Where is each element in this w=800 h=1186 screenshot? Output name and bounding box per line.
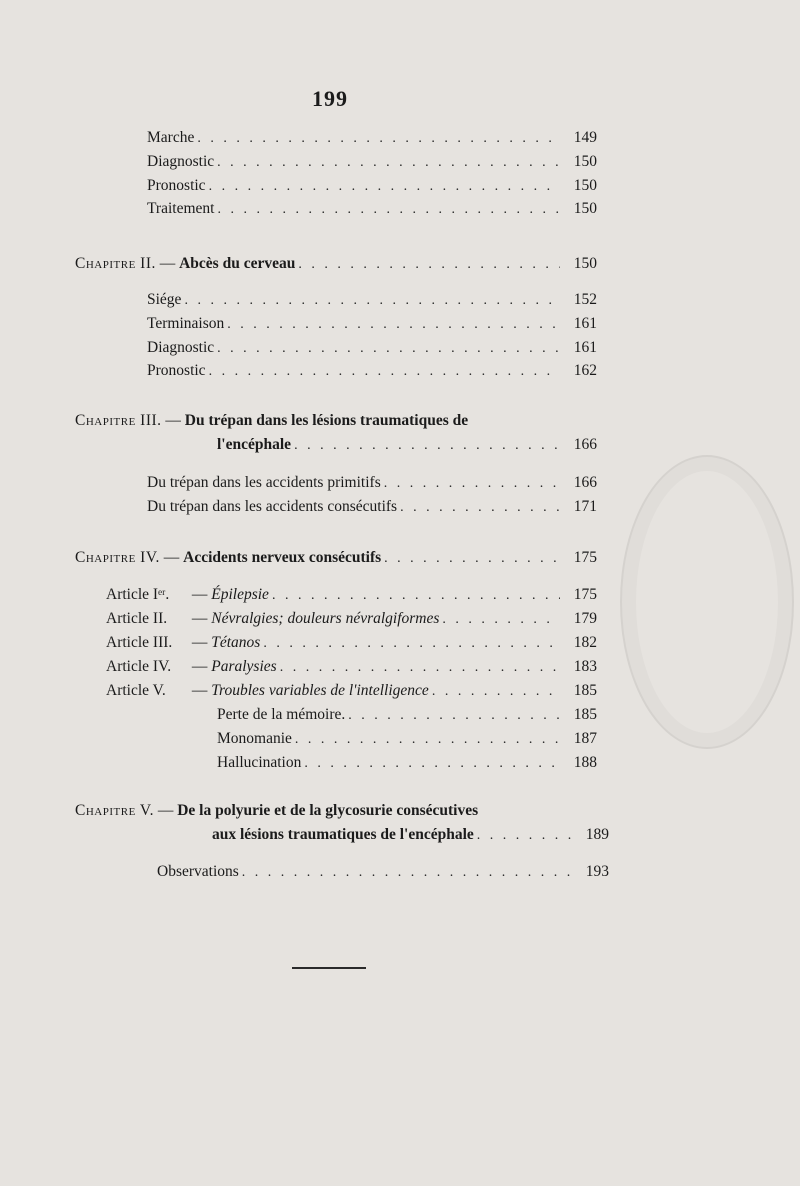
dot-leader	[384, 547, 560, 571]
article-title: Tétanos	[211, 634, 261, 651]
dot-leader	[242, 861, 572, 885]
toc-chapter-3-cont	[217, 433, 597, 457]
toc-subitem-memoire	[217, 703, 597, 727]
dot-leader	[217, 151, 560, 175]
dot-leader	[348, 704, 560, 728]
toc-entry-marche	[147, 126, 597, 150]
dot-leader	[432, 680, 560, 704]
dot-leader	[217, 337, 560, 361]
toc-subitem-hallucination	[217, 751, 597, 775]
toc-entry-diagnostic	[147, 150, 597, 174]
toc-entry-siege	[147, 288, 597, 312]
chapter-title-line1: De la polyurie et de la glycosurie consécutives	[177, 802, 479, 819]
article-label: Article III.	[106, 634, 173, 651]
toc-chapter-3-head	[75, 409, 468, 433]
dot-leader	[217, 198, 560, 222]
article-title: Paralysies	[211, 658, 277, 675]
toc-entry-pronostic-2	[147, 359, 597, 383]
entry-page: 187	[573, 730, 597, 747]
chapter-dash: —	[163, 549, 180, 566]
dot-leader	[298, 253, 560, 277]
toc-entry-trepan-consecutifs	[147, 495, 597, 519]
dot-leader	[209, 360, 560, 384]
toc-entry-observations	[157, 860, 609, 884]
entry-page: 189	[585, 826, 609, 843]
entry-page: 166	[573, 474, 597, 491]
page-number: 199	[312, 86, 348, 111]
dot-leader	[184, 289, 560, 313]
toc-entry-terminaison	[147, 312, 597, 336]
entry-page: 175	[573, 549, 597, 566]
entry-label: Diagnostic	[147, 153, 215, 170]
article-dash: —	[191, 682, 212, 699]
entry-label: Monomanie	[217, 730, 292, 747]
entry-page: 179	[573, 610, 597, 627]
dot-leader	[442, 608, 560, 632]
chapter-title-line2: aux lésions traumatiques de l'encéphale	[212, 826, 474, 843]
closing-rule	[292, 967, 366, 969]
entry-label: Siége	[147, 291, 182, 308]
entry-page: 150	[573, 177, 597, 194]
toc-article-3	[106, 631, 597, 655]
dot-leader	[400, 496, 560, 520]
dot-leader	[294, 434, 560, 458]
chapter-label: Chapitre III.	[75, 412, 162, 429]
entry-page: 185	[573, 682, 597, 699]
entry-label: Traitement	[147, 200, 215, 217]
entry-label: Marche	[147, 129, 195, 146]
dot-leader	[227, 313, 560, 337]
article-label: Article V.	[106, 682, 166, 699]
entry-page: 175	[573, 586, 597, 603]
toc-article-1	[106, 583, 597, 607]
entry-page: 152	[573, 291, 597, 308]
dot-leader	[263, 632, 560, 656]
toc-entry-diagnostic-2	[147, 336, 597, 360]
entry-page: 183	[573, 658, 597, 675]
article-title: Troubles variables de l'intelligence	[211, 682, 429, 699]
entry-page: 150	[573, 200, 597, 217]
chapter-label: Chapitre IV.	[75, 549, 160, 566]
entry-label: Pronostic	[147, 362, 206, 379]
dot-leader	[272, 584, 560, 608]
chapter-title-line1: Du trépan dans les lésions traumatiques de	[184, 412, 469, 429]
dot-leader	[280, 656, 560, 680]
entry-label: Diagnostic	[147, 339, 215, 356]
entry-label: Du trépan dans les accidents consécutifs	[147, 498, 398, 515]
article-label: Article II.	[106, 610, 168, 627]
entry-page: 150	[573, 153, 597, 170]
entry-page: 193	[585, 863, 609, 880]
toc-article-2	[106, 607, 597, 631]
toc-chapter-4	[75, 546, 597, 570]
entry-label: Hallucination	[217, 754, 302, 771]
entry-page: 161	[573, 315, 597, 332]
toc-subitem-monomanie	[217, 727, 597, 751]
library-stamp-ghost	[620, 455, 794, 749]
entry-page: 150	[573, 255, 597, 272]
toc-article-4	[106, 655, 597, 679]
article-dash: —	[191, 586, 212, 603]
chapter-dash: —	[165, 412, 181, 429]
article-dash: —	[191, 634, 212, 651]
dot-leader	[304, 752, 560, 776]
dot-leader	[197, 127, 560, 151]
chapter-dash: —	[157, 802, 174, 819]
chapter-title: Abcès du cerveau	[179, 255, 296, 272]
entry-page: 162	[573, 362, 597, 379]
chapter-label: Chapitre II.	[75, 255, 156, 272]
toc-chapter-5-head	[75, 799, 478, 823]
entry-page: 171	[573, 498, 597, 515]
entry-page: 161	[573, 339, 597, 356]
entry-page: 182	[573, 634, 597, 651]
chapter-title: Accidents nerveux consécutifs	[183, 549, 382, 566]
entry-label: Terminaison	[147, 315, 225, 332]
entry-label: Perte de la mémoire.	[217, 706, 346, 723]
chapter-title-line2: l'encéphale	[217, 436, 292, 453]
article-label: Article Iᵉʳ.	[106, 586, 170, 603]
chapter-label: Chapitre V.	[75, 802, 154, 819]
article-dash: —	[191, 610, 212, 627]
toc-entry-trepan-primitifs	[147, 471, 597, 495]
dot-leader	[295, 728, 560, 752]
entry-page: 185	[573, 706, 597, 723]
toc-entry-traitement	[147, 197, 597, 221]
toc-chapter-5-cont	[212, 823, 609, 847]
article-dash: —	[191, 658, 212, 675]
article-label: Article IV.	[106, 658, 172, 675]
dot-leader	[477, 824, 572, 848]
entry-page: 166	[573, 436, 597, 453]
article-title: Épilepsie	[211, 586, 269, 603]
article-title: Névralgies; douleurs névralgiformes	[211, 610, 440, 627]
toc-article-5	[106, 679, 597, 703]
entry-page: 149	[573, 129, 597, 146]
entry-label: Observations	[157, 863, 239, 880]
entry-page: 188	[573, 754, 597, 771]
chapter-dash: —	[159, 255, 176, 272]
entry-label: Pronostic	[147, 177, 206, 194]
dot-leader	[384, 472, 560, 496]
dot-leader	[209, 175, 560, 199]
toc-chapter-2	[75, 252, 597, 276]
entry-label: Du trépan dans les accidents primitifs	[147, 474, 381, 491]
toc-entry-pronostic	[147, 174, 597, 198]
